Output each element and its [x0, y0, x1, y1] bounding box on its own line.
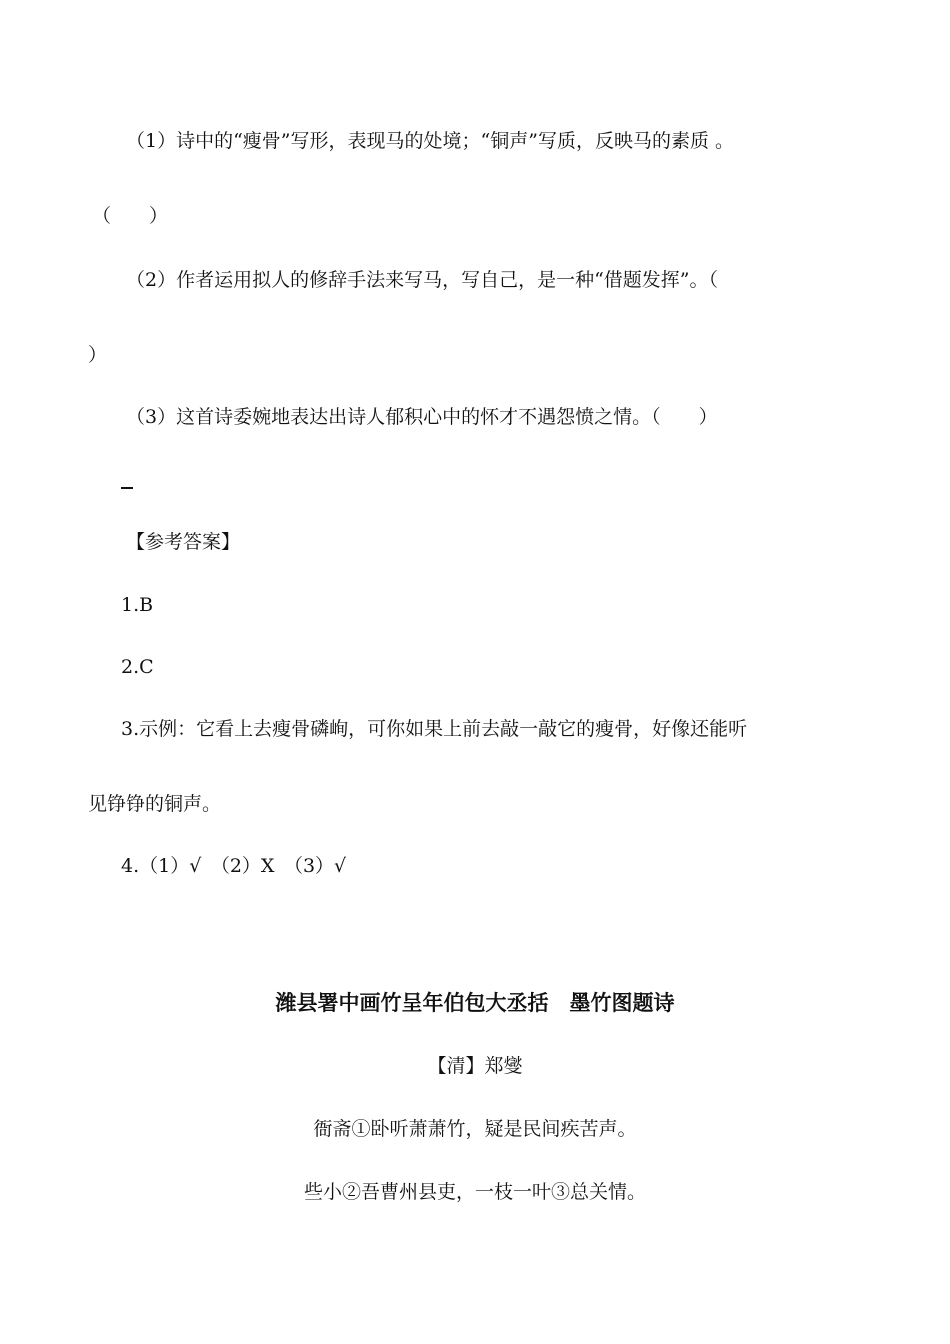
poem-line-2: 些小②吾曹州县吏，一枝一叶③总关情。 — [303, 1181, 646, 1203]
blank-dash — [121, 487, 133, 489]
question-2-line-1: （2）作者运用拟人的修辞手法来写马，写自己，是一种“借题发挥”。（ — [126, 269, 719, 291]
poem-title: 潍县署中画竹呈年伯包大丞括 墨竹图题诗 — [275, 991, 675, 1015]
answers-heading: 【参考答案】 — [126, 531, 241, 553]
poem-line-1: 衙斋①卧听萧萧竹，疑是民间疾苦声。 — [313, 1118, 637, 1140]
poem-author: 【清】郑燮 — [427, 1055, 523, 1077]
answer-2: 2.C — [121, 656, 154, 678]
question-2-line-2: ） — [88, 344, 108, 366]
question-1-line-1: （1）诗中的“瘦骨”写形，表现马的处境；“铜声”写质，反映马的素质 。 — [126, 130, 734, 152]
answer-4: 4.（1）√ （2）X （3）√ — [121, 855, 347, 877]
question-1-line-2: （ ） — [92, 205, 169, 227]
question-3-line-1: （3）这首诗委婉地表达出诗人郁积心中的怀才不遇怨愤之情。（ ） — [126, 406, 718, 428]
answer-1: 1.B — [121, 594, 154, 616]
answer-3-line-1: 3.示例：它看上去瘦骨磷峋，可你如果上前去敲一敲它的瘦骨，好像还能听 — [121, 718, 748, 740]
answer-3-line-2: 见铮铮的铜声。 — [88, 793, 222, 815]
